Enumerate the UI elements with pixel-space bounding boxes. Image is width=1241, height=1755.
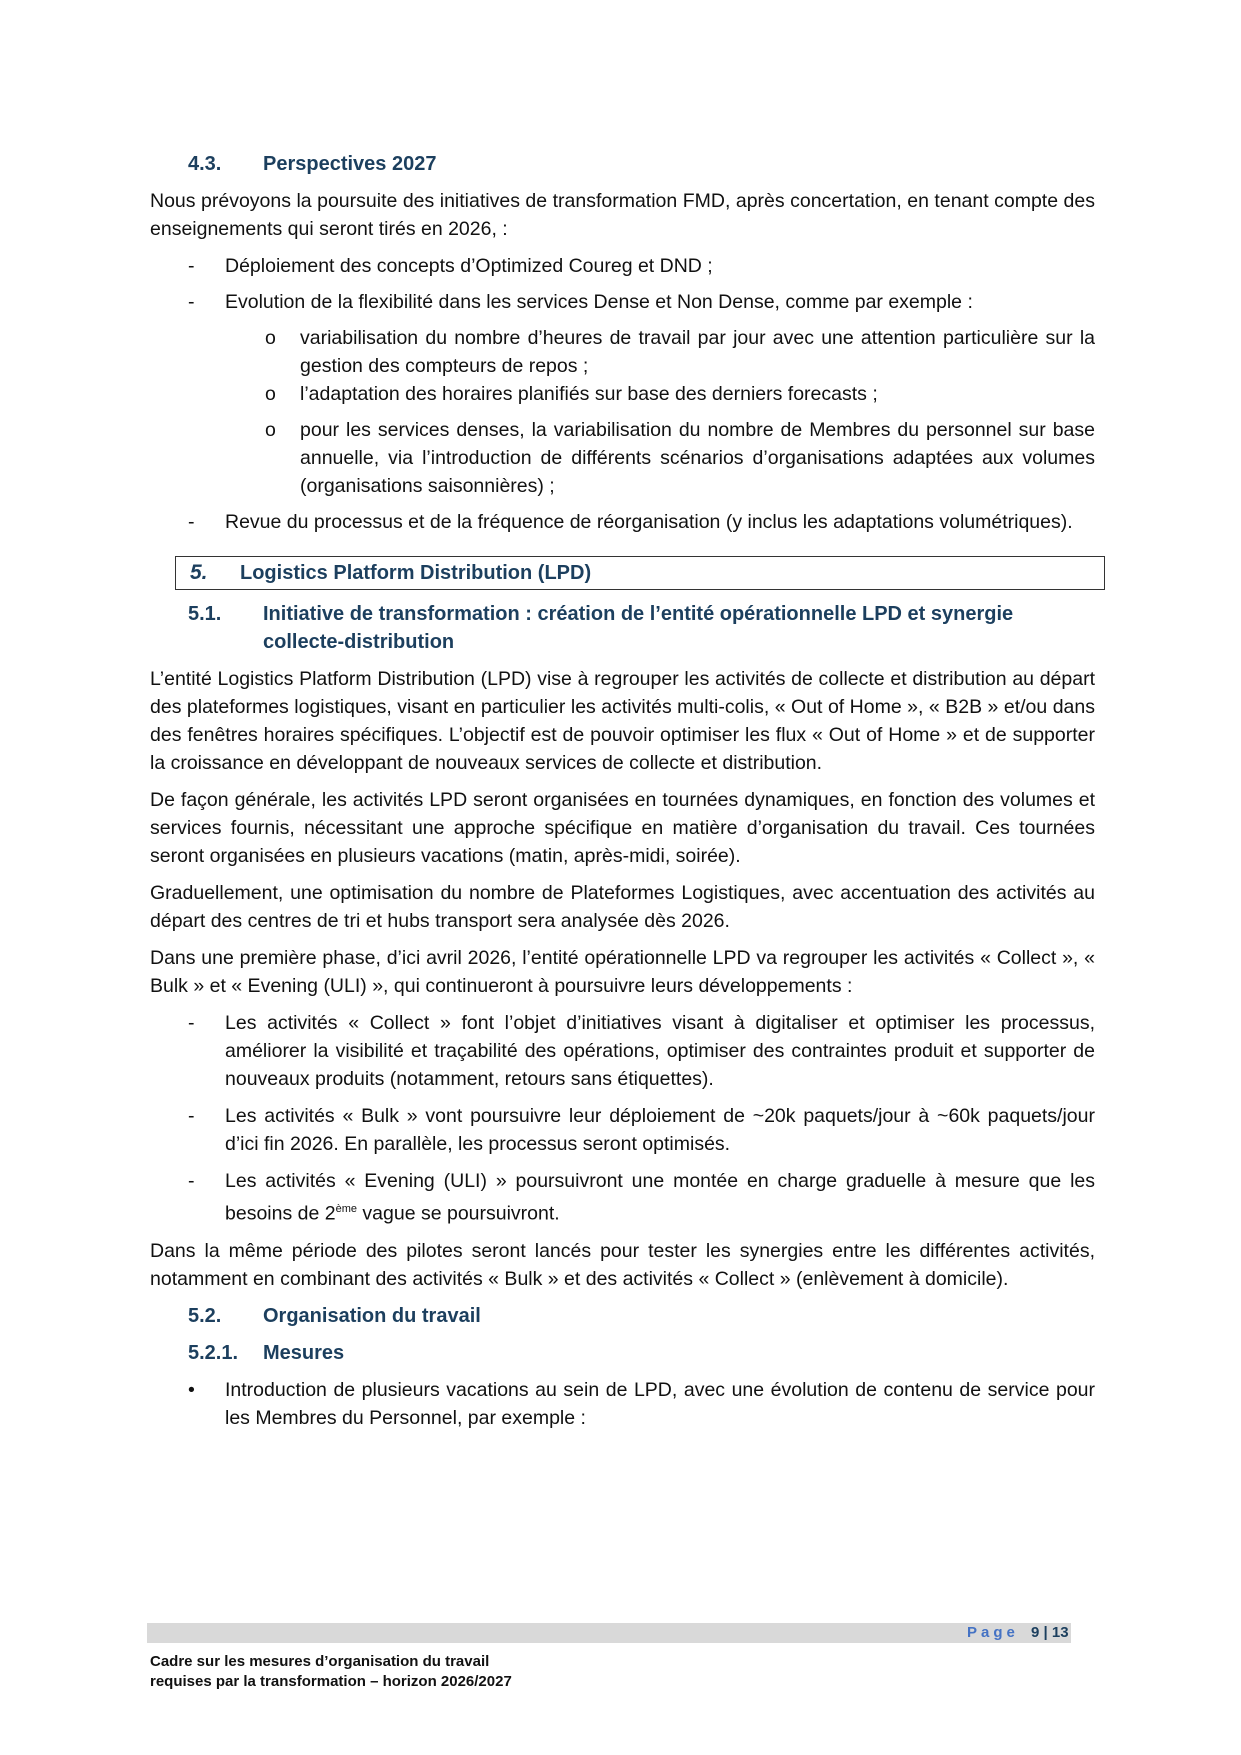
list-item-text-part: Les activités « Evening (ULI) » poursuivront une montée en charge graduelle à mesure que les besoins de 2	[225, 1170, 1095, 1225]
list-item-text: Evolution de la flexibilité dans les services Dense et Non Dense, comme par exemple :	[225, 291, 973, 313]
section-title: Initiative de transformation : création de l’entité opérationnelle LPD et synergie collecte-distribution	[263, 603, 1014, 653]
list-item	[150, 1102, 1095, 1158]
section-title: Perspectives 2027	[263, 153, 437, 175]
dash-marker: -	[188, 1170, 195, 1192]
section-number: 4.3.	[188, 153, 222, 175]
section-number: 5.2.	[188, 1304, 222, 1327]
circle-marker: o	[265, 419, 276, 441]
dash-marker: -	[188, 1012, 195, 1034]
section-5-heading-box	[175, 556, 1105, 590]
paragraph: De façon générale, les activités LPD seront organisées en tournées dynamiques, en fonction des volumes et services fournis, nécessitant une approche spécifique en matière d’organisation du travail. Ces tournées seront organisées en plusieurs vacations (matin, après-midi, soirée).	[150, 789, 1095, 867]
section-4-3-heading	[150, 150, 1095, 178]
superscript: ème	[335, 1203, 357, 1215]
list-item	[150, 288, 1095, 316]
page-label: Page	[967, 1624, 1019, 1641]
list-item-text: Les activités « Bulk » vont poursuivre leur déploiement de ~20k paquets/jour à ~60k paquets/jour d’ici fin 2026. En parallèle, les processus seront optimisés.	[225, 1105, 1095, 1155]
section-title: Organisation du travail	[263, 1304, 481, 1327]
sub-list-item	[150, 416, 1095, 500]
footer-title	[150, 1652, 512, 1692]
list-item-text	[225, 1167, 1095, 1228]
dash-marker: -	[188, 1105, 195, 1127]
paragraph: L’entité Logistics Platform Distribution (LPD) vise à regrouper les activités de collecte et distribution au départ des plateformes logistiques, visant en particulier les activités multi-colis, « Out of Home », « B2B » et/ou dans des fenêtres horaires spécifiques. L’objectif est de pouvoir optimiser les flux « Out of Home » et de supporter la croissance en développant de nouveaux services de collecte et distribution.	[150, 668, 1095, 774]
section-number: 5.	[190, 561, 208, 584]
sub-list-item-text: variabilisation du nombre d’heures de travail par jour avec une attention particulière sur la gestion des compteurs de repos ;	[300, 327, 1095, 377]
page-number: 9 | 13	[1031, 1624, 1069, 1641]
dash-marker: -	[188, 291, 195, 313]
section-5-2-1-heading	[150, 1339, 1095, 1367]
list-item-text: Les activités « Collect » font l’objet d’initiatives visant à digitaliser et optimiser les processus, améliorer la visibilité et traçabilité des opérations, optimiser des contraintes produit et supporter de nouveaux produits (notamment, retours sans étiquettes).	[225, 1012, 1095, 1090]
sub-list-item-text: pour les services denses, la variabilisation du nombre de Membres du personnel sur base annuelle, via l’introduction de différents scénarios d’organisations adaptées aux volumes (organisations saisonnières) ;	[300, 419, 1095, 497]
list-item-text-part: vague se poursuivront.	[357, 1202, 560, 1225]
section-5-2-heading	[150, 1302, 1095, 1330]
sub-list-item	[150, 380, 1095, 408]
list-item-text: Introduction de plusieurs vacations au sein de LPD, avec une évolution de contenu de service pour les Membres du Personnel, par exemple :	[225, 1378, 1095, 1429]
footer-line: requises par la transformation – horizon 2026/2027	[150, 1673, 512, 1690]
footer-bar	[147, 1623, 1071, 1643]
sub-list-item	[150, 324, 1095, 380]
list-item	[150, 1167, 1095, 1228]
list-item	[150, 1376, 1095, 1432]
bullet-marker: •	[188, 1378, 195, 1401]
circle-marker: o	[265, 327, 276, 349]
circle-marker: o	[265, 383, 276, 405]
section-number: 5.1.	[188, 603, 222, 625]
list-item-text: Revue du processus et de la fréquence de réorganisation (y inclus les adaptations volumétriques).	[225, 511, 1073, 533]
list-item-text: Déploiement des concepts d’Optimized Coureg et DND ;	[225, 255, 713, 277]
paragraph: Dans la même période des pilotes seront lancés pour tester les synergies entre les différentes activités, notamment en combinant des activités « Bulk » et des activités « Collect » (enlèvement à domicile).	[150, 1239, 1095, 1290]
section-number: 5.2.1.	[188, 1341, 239, 1364]
list-item	[150, 1009, 1095, 1093]
paragraph: Graduellement, une optimisation du nombre de Plateformes Logistiques, avec accentuation des activités au départ des centres de tri et hubs transport sera analysée dès 2026.	[150, 882, 1095, 932]
section-4-3-intro: Nous prévoyons la poursuite des initiatives de transformation FMD, après concertation, en tenant compte des enseignements qui seront tirés en 2026, :	[150, 190, 1095, 240]
section-title: Mesures	[263, 1341, 345, 1364]
sub-list-item-text: l’adaptation des horaires planifiés sur base des derniers forecasts ;	[300, 383, 878, 405]
dash-marker: -	[188, 511, 195, 533]
dash-marker: -	[188, 255, 195, 277]
document-page	[150, 150, 1095, 1432]
list-item	[150, 508, 1095, 536]
section-5-1-heading	[150, 600, 1095, 656]
section-title: Logistics Platform Distribution (LPD)	[240, 561, 592, 584]
footer-line: Cadre sur les mesures d’organisation du travail	[150, 1653, 490, 1670]
list-item	[150, 252, 1095, 280]
paragraph: Dans une première phase, d’ici avril 2026, l’entité opérationnelle LPD va regrouper les activités « Collect », « Bulk » et « Evening (ULI) », qui continueront à poursuivre leurs développements :	[150, 947, 1095, 997]
